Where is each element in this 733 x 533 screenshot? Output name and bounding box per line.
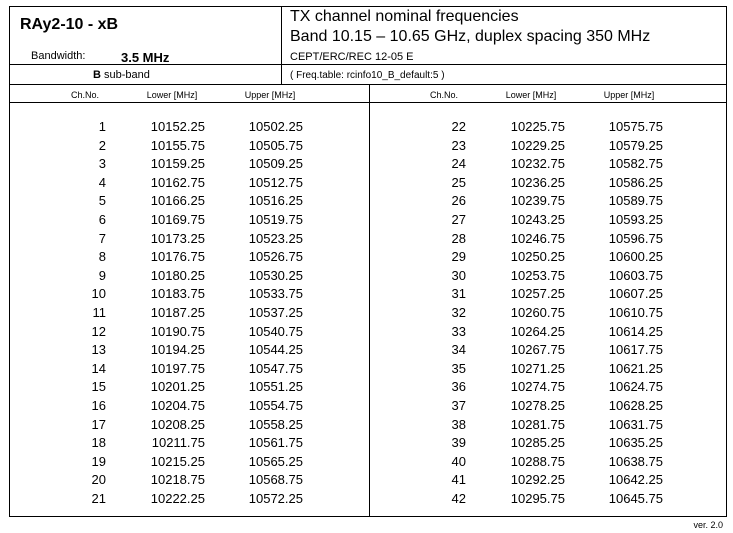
left-table-upper-freq: 10568.75 bbox=[248, 472, 303, 488]
right-table-channel-number: 35 bbox=[451, 360, 466, 376]
left-table-lower-freq: 10180.25 bbox=[150, 267, 205, 283]
right-table-channel-number: 25 bbox=[451, 174, 466, 190]
left-table-upper-freq: 10554.75 bbox=[248, 398, 303, 413]
left-col-lower-header: Lower [MHz] bbox=[146, 90, 198, 100]
right-table-channel-number: 24 bbox=[451, 156, 466, 172]
right-table-lower-freq: 10243.25 bbox=[510, 212, 565, 227]
left-table-channel-number: 7 bbox=[98, 230, 106, 246]
version-label: ver. 2.0 bbox=[693, 520, 723, 530]
left-table-upper-freq: 10565.25 bbox=[248, 453, 303, 469]
left-table-lower-freq: 10211.75 bbox=[151, 435, 205, 451]
right-table-upper-freq: 10596.75 bbox=[608, 230, 663, 246]
right-col-lower-header: Lower [MHz] bbox=[505, 90, 557, 100]
right-table-upper-freq: 10582.75 bbox=[608, 156, 663, 172]
page-title: TX channel nominal frequencies bbox=[290, 8, 519, 25]
left-table-lower-freq: 10201.25 bbox=[150, 379, 205, 395]
left-table-channel-number: 19 bbox=[91, 453, 106, 469]
right-table-upper-freq: 10579.25 bbox=[608, 137, 663, 153]
left-table-lower-freq: 10208.25 bbox=[150, 416, 205, 432]
right-table-channel-number: 22 bbox=[451, 119, 466, 134]
left-table-lower-freq: 10155.75 bbox=[150, 137, 205, 153]
right-table-upper-freq: 10642.25 bbox=[608, 472, 663, 488]
right-table-upper-freq: 10593.25 bbox=[608, 212, 663, 227]
model-name: RAy2-10 - xB bbox=[20, 16, 119, 33]
right-table-upper-freq: 10624.75 bbox=[608, 379, 663, 395]
left-table-channel-number: 2 bbox=[98, 137, 106, 153]
left-table-upper-freq: 10561.75 bbox=[248, 435, 303, 451]
right-table-channel-number: 31 bbox=[451, 286, 466, 302]
right-table-lower-freq: 10229.25 bbox=[510, 137, 565, 153]
left-table-upper-freq: 10537.25 bbox=[248, 305, 303, 320]
left-table-lower-freq: 10197.75 bbox=[150, 360, 205, 376]
right-table-channel-number: 30 bbox=[451, 267, 466, 283]
left-table-channel-number: 15 bbox=[91, 379, 106, 395]
right-table-lower-freq: 10295.75 bbox=[510, 491, 565, 506]
left-table-channel-number: 6 bbox=[98, 212, 106, 227]
left-table-channel-number: 21 bbox=[91, 491, 106, 506]
left-table-upper-freq: 10523.25 bbox=[248, 230, 303, 246]
right-table-upper-freq: 10603.75 bbox=[608, 267, 663, 283]
left-table-upper-freq: 10526.75 bbox=[248, 249, 303, 265]
left-table-channel-number: 8 bbox=[98, 249, 106, 265]
left-table-lower-freq: 10162.75 bbox=[150, 174, 205, 190]
left-table-lower-freq: 10152.25 bbox=[150, 119, 205, 134]
right-table-lower-freq: 10225.75 bbox=[510, 119, 565, 134]
standard-ref: CEPT/ERC/REC 12-05 E bbox=[290, 51, 414, 63]
left-table-channel-number: 14 bbox=[91, 360, 106, 376]
right-table-lower-freq: 10281.75 bbox=[510, 416, 565, 432]
left-table-lower-freq: 10215.25 bbox=[150, 453, 205, 469]
right-table-channel-number: 29 bbox=[451, 249, 466, 265]
right-table-lower-freq: 10250.25 bbox=[510, 249, 565, 265]
left-table-upper-freq: 10516.25 bbox=[248, 193, 303, 209]
right-table-channel-number: 27 bbox=[451, 212, 466, 227]
left-table-channel-number: 13 bbox=[91, 342, 106, 358]
right-col-ch-header: Ch.No. bbox=[429, 90, 458, 100]
left-table-channel-number: 16 bbox=[91, 398, 106, 413]
left-table-channel-number: 18 bbox=[91, 435, 106, 451]
left-table-lower-freq: 10159.25 bbox=[150, 156, 205, 172]
right-table-channel-number: 38 bbox=[451, 416, 466, 432]
right-table-channel-number: 37 bbox=[451, 398, 466, 413]
left-table-upper-freq: 10547.75 bbox=[248, 360, 303, 376]
subband-letter: B bbox=[93, 69, 101, 81]
rule-header bbox=[9, 102, 727, 103]
left-table-upper-freq: 10544.25 bbox=[248, 342, 303, 358]
subband bbox=[93, 69, 150, 81]
left-table-lower-freq: 10218.75 bbox=[150, 472, 205, 488]
left-table-channel-number: 20 bbox=[91, 472, 106, 488]
left-col-ch-header: Ch.No. bbox=[70, 90, 99, 100]
left-table-lower-freq: 10169.75 bbox=[150, 212, 205, 227]
left-table-upper-freq: 10533.75 bbox=[248, 286, 303, 302]
rule-subband bbox=[9, 84, 727, 85]
right-table-lower-freq: 10264.25 bbox=[510, 323, 565, 339]
right-table-channel-number: 28 bbox=[451, 230, 466, 246]
right-table-channel-number: 33 bbox=[451, 323, 466, 339]
right-table-upper-freq: 10638.75 bbox=[608, 453, 663, 469]
left-table-upper-freq: 10505.75 bbox=[248, 137, 303, 153]
right-table-lower-freq: 10271.25 bbox=[510, 360, 565, 376]
left-table-channel-number: 17 bbox=[91, 416, 106, 432]
right-col-upper-header: Upper [MHz] bbox=[603, 90, 655, 100]
right-table-lower-freq: 10232.75 bbox=[510, 156, 565, 172]
right-table-channel-number: 26 bbox=[451, 193, 466, 209]
freq-table-ref: ( Freq.table: rcinfo10_B_default:5 ) bbox=[290, 70, 445, 81]
right-table-channel-number: 39 bbox=[451, 435, 466, 451]
left-table-lower-freq: 10187.25 bbox=[150, 305, 205, 320]
right-table-upper-freq: 10635.25 bbox=[608, 435, 663, 451]
left-table-upper-freq: 10519.75 bbox=[248, 212, 303, 227]
right-table-lower-freq: 10267.75 bbox=[510, 342, 565, 358]
left-table-channel-number: 12 bbox=[91, 323, 106, 339]
right-table-lower-freq: 10278.25 bbox=[510, 398, 565, 413]
band-subtitle: Band 10.15 – 10.65 GHz, duplex spacing 350 MHz bbox=[290, 28, 651, 45]
subband-label: sub-band bbox=[100, 69, 150, 81]
right-table-channel-number: 32 bbox=[451, 305, 466, 320]
left-table-channel-number: 10 bbox=[91, 286, 106, 302]
right-table-lower-freq: 10274.75 bbox=[510, 379, 565, 395]
right-table-upper-freq: 10586.25 bbox=[608, 174, 663, 190]
right-table-channel-number: 40 bbox=[451, 453, 466, 469]
left-table-lower-freq: 10183.75 bbox=[150, 286, 205, 302]
right-table-lower-freq: 10239.75 bbox=[510, 193, 565, 209]
right-table-upper-freq: 10607.25 bbox=[608, 286, 663, 302]
left-table-upper-freq: 10540.75 bbox=[248, 323, 303, 339]
left-table-channel-number: 11 bbox=[92, 305, 106, 320]
bandwidth-label: Bandwidth: bbox=[31, 50, 86, 62]
left-table-lower-freq: 10166.25 bbox=[150, 193, 205, 209]
right-table-upper-freq: 10614.25 bbox=[608, 323, 663, 339]
right-table-upper-freq: 10645.75 bbox=[608, 491, 663, 506]
right-table-lower-freq: 10246.75 bbox=[510, 230, 565, 246]
divider-columns bbox=[369, 85, 370, 517]
bandwidth-value: 3.5 MHz bbox=[121, 50, 170, 65]
right-table-channel-number: 23 bbox=[451, 137, 466, 153]
right-table-upper-freq: 10621.25 bbox=[608, 360, 663, 376]
right-table-upper-freq: 10628.25 bbox=[608, 398, 663, 413]
left-table-channel-number: 1 bbox=[98, 119, 106, 134]
left-table-channel-number: 4 bbox=[98, 174, 106, 190]
left-table-upper-freq: 10530.25 bbox=[248, 267, 303, 283]
right-table-channel-number: 34 bbox=[451, 342, 466, 358]
left-table-lower-freq: 10190.75 bbox=[150, 323, 205, 339]
left-table-lower-freq: 10222.25 bbox=[150, 491, 205, 506]
right-table-lower-freq: 10257.25 bbox=[510, 286, 565, 302]
left-table-upper-freq: 10572.25 bbox=[248, 491, 303, 506]
right-table-channel-number: 42 bbox=[451, 491, 466, 506]
right-table-upper-freq: 10631.75 bbox=[608, 416, 663, 432]
left-table-channel-number: 9 bbox=[98, 267, 106, 283]
right-table-lower-freq: 10288.75 bbox=[510, 453, 565, 469]
left-table-channel-number: 3 bbox=[98, 156, 106, 172]
right-table-lower-freq: 10253.75 bbox=[510, 267, 565, 283]
right-table-upper-freq: 10610.75 bbox=[608, 305, 663, 320]
right-table-upper-freq: 10575.75 bbox=[608, 119, 663, 134]
right-table-lower-freq: 10285.25 bbox=[510, 435, 565, 451]
left-table-upper-freq: 10558.25 bbox=[248, 416, 303, 432]
left-table-upper-freq: 10509.25 bbox=[248, 156, 303, 172]
left-table-upper-freq: 10512.75 bbox=[248, 174, 303, 190]
left-col-upper-header: Upper [MHz] bbox=[244, 90, 296, 100]
right-table-upper-freq: 10589.75 bbox=[608, 193, 663, 209]
left-table-lower-freq: 10173.25 bbox=[150, 230, 205, 246]
left-table-upper-freq: 10551.25 bbox=[248, 379, 303, 395]
right-table-channel-number: 36 bbox=[451, 379, 466, 395]
divider-title bbox=[281, 6, 282, 85]
left-table-channel-number: 5 bbox=[98, 193, 106, 209]
right-table-lower-freq: 10236.25 bbox=[510, 174, 565, 190]
right-table-lower-freq: 10292.25 bbox=[510, 472, 565, 488]
right-table-upper-freq: 10617.75 bbox=[608, 342, 663, 358]
right-table-channel-number: 41 bbox=[451, 472, 466, 488]
left-table-lower-freq: 10204.75 bbox=[150, 398, 205, 413]
left-table-lower-freq: 10176.75 bbox=[150, 249, 205, 265]
left-table-upper-freq: 10502.25 bbox=[248, 119, 303, 134]
right-table-upper-freq: 10600.25 bbox=[608, 249, 663, 265]
right-table-lower-freq: 10260.75 bbox=[510, 305, 565, 320]
rule-bandwidth bbox=[9, 64, 727, 65]
left-table-lower-freq: 10194.25 bbox=[150, 342, 205, 358]
